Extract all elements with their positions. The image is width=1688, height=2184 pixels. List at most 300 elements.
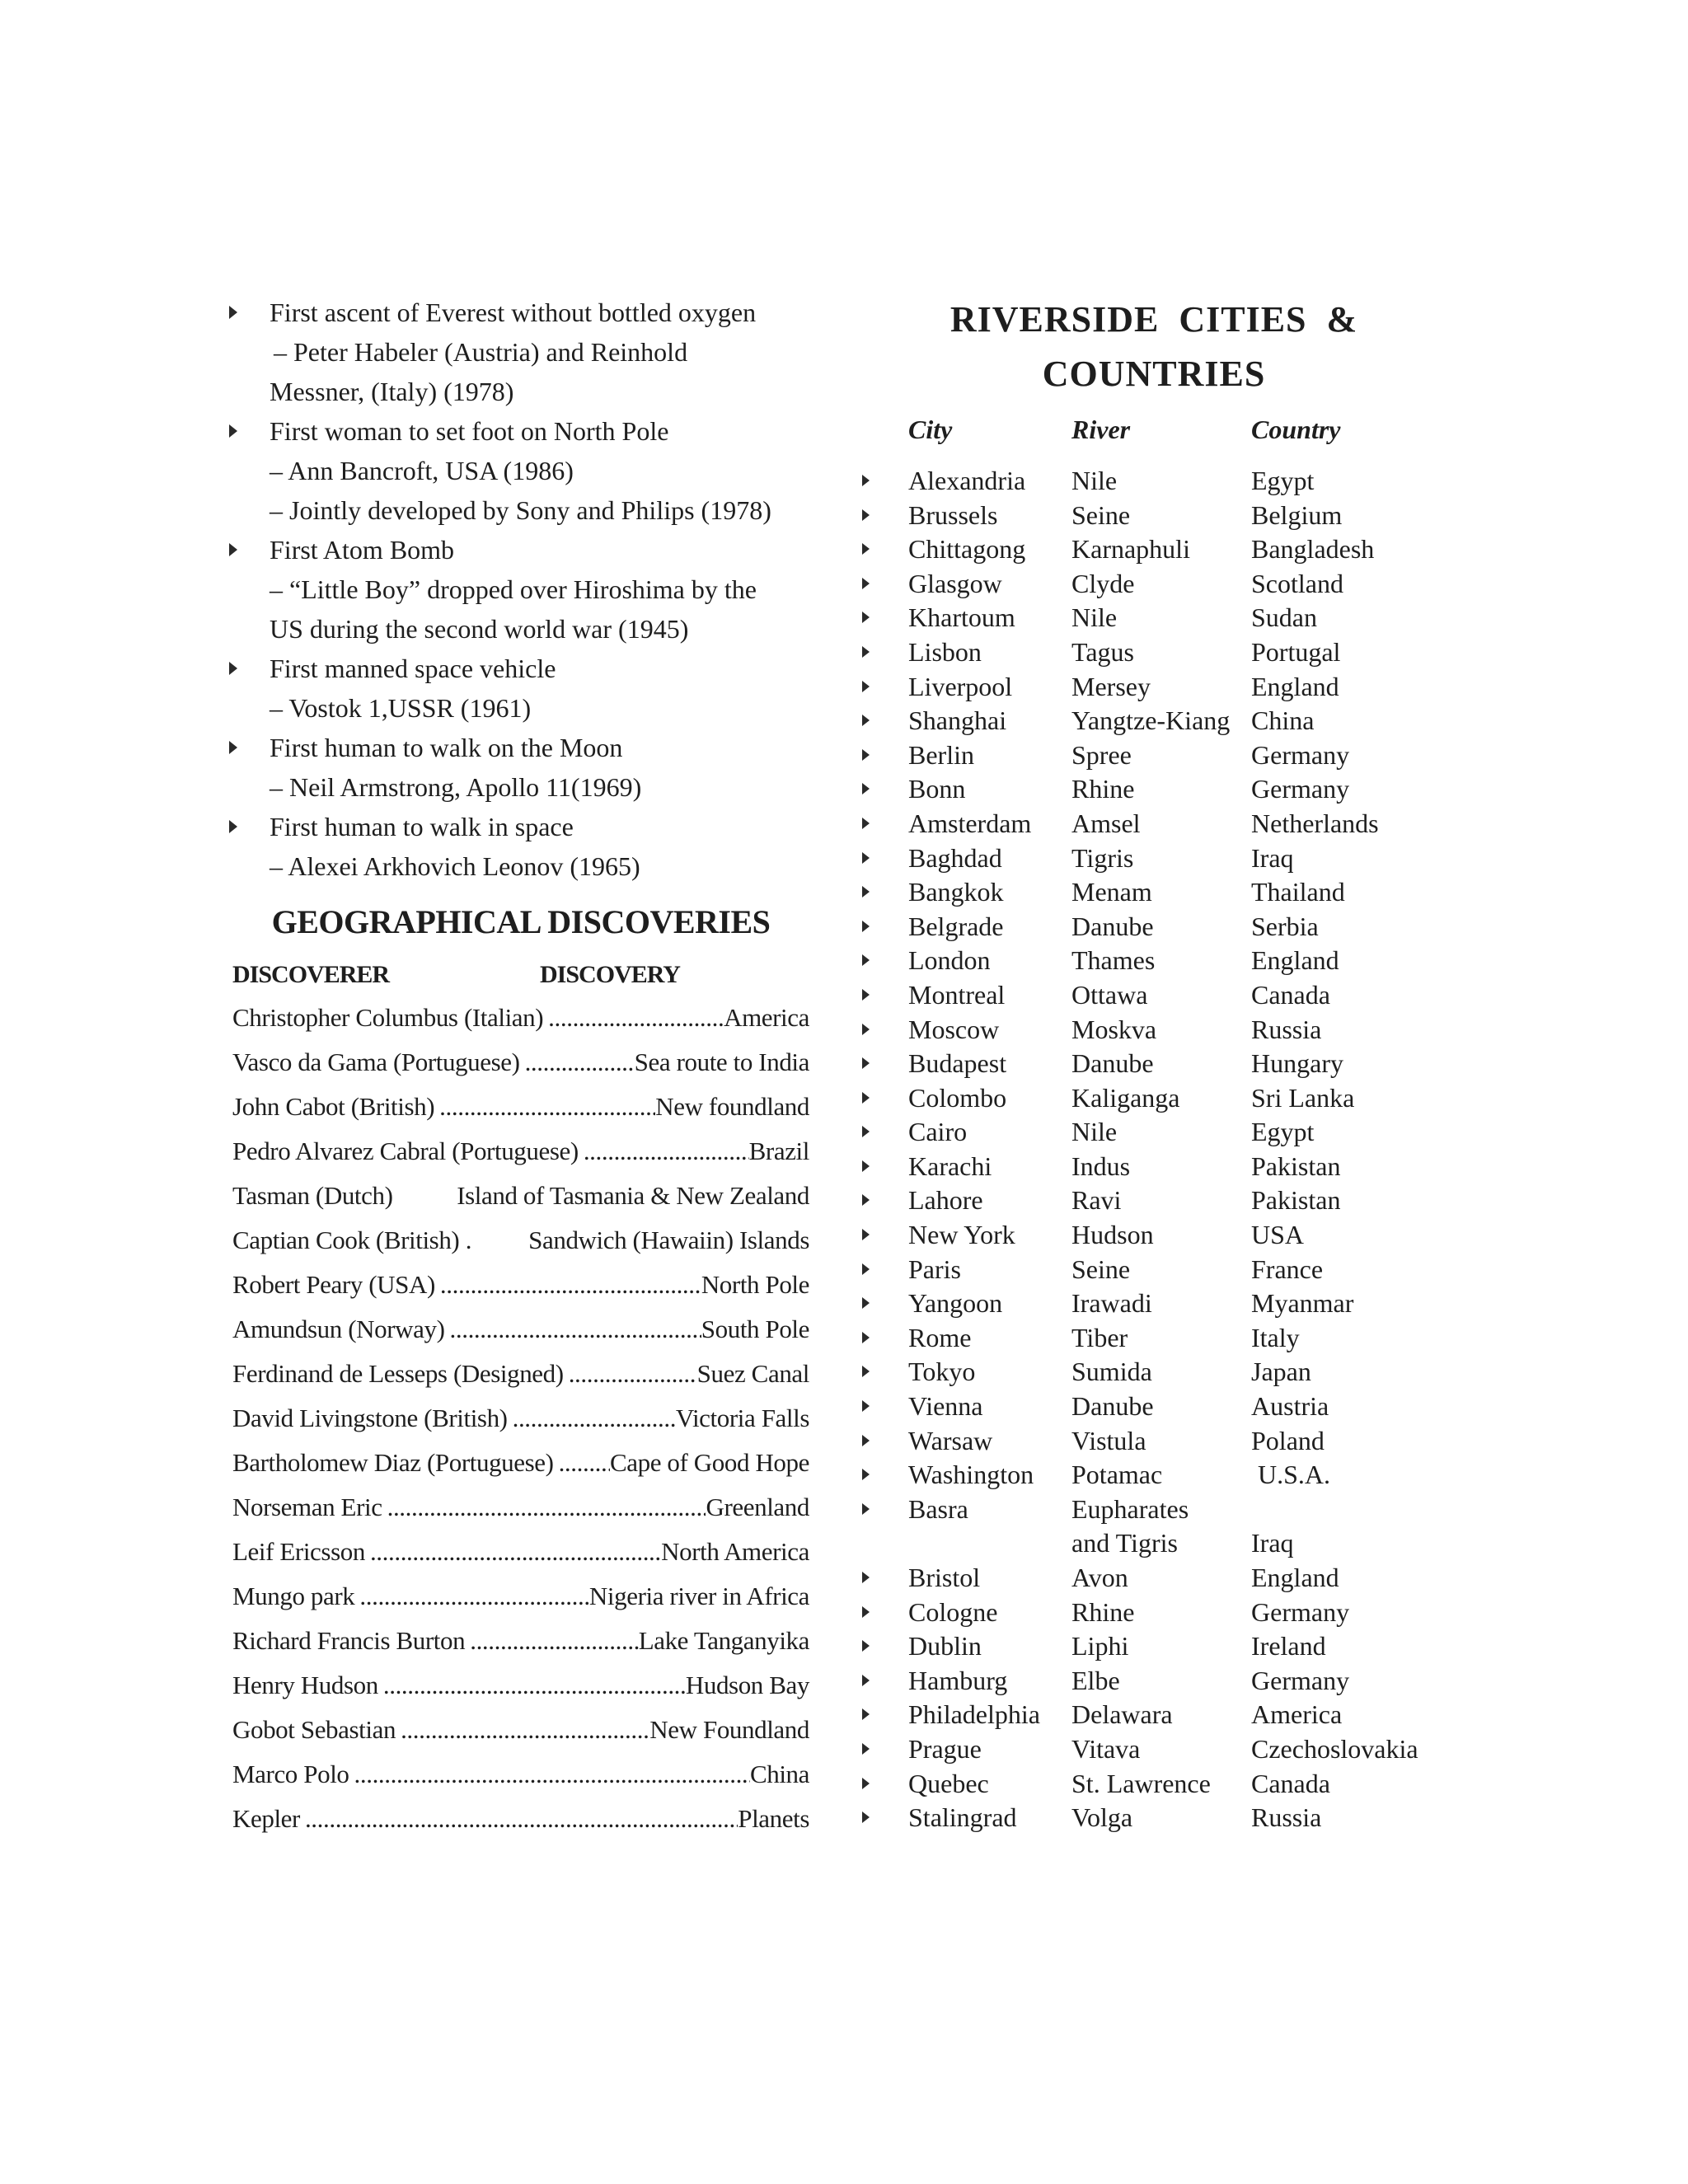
riverside-row [849,1286,1459,1321]
dot-leader [508,1396,676,1441]
river-cell: Menam [1071,877,1152,907]
discoverer-name: David Livingstone (British) [232,1404,508,1432]
discovery-name: South Pole [701,1315,809,1343]
riverside-row [849,1013,1459,1047]
bullet-triangle-icon [862,886,870,898]
city-cell: Cologne [908,1596,998,1627]
country-cell: China [1251,705,1315,736]
bullet-triangle-icon [862,1675,870,1686]
riverside-row [849,1047,1459,1081]
city-cell: Karachi [908,1151,992,1181]
discovery-row [232,1485,809,1530]
riverside-title [849,293,1459,401]
country-cell: Egypt [1251,466,1315,495]
river-cell: Danube [1071,1048,1154,1079]
discovery-name: North Pole [701,1270,809,1299]
river-cell: Nile [1071,1117,1118,1147]
country-cell: England [1251,945,1339,976]
discovery-name: Hudson Bay [685,1671,809,1699]
riverside-row [849,1526,1459,1561]
bullet-triangle-icon [862,1263,870,1275]
bullet-triangle-icon [229,820,237,833]
country-cell: Pakistan [1251,1185,1341,1216]
bullet-triangle-icon [862,1126,870,1137]
bullet-triangle-icon [862,1092,870,1104]
city-cell: London [908,945,991,976]
first-item-question [232,293,809,332]
discovery-row [232,1263,809,1307]
bullet-triangle-icon [862,715,870,726]
city-cell: Paris [908,1254,961,1284]
discovery-name: Victoria Falls [675,1404,809,1432]
river-cell: Vistula [1071,1425,1146,1455]
bullet-triangle-icon [862,475,870,486]
discovery-name: North America [661,1537,809,1566]
riverside-title-line2: COUNTRIES [1042,354,1266,394]
bullet-triangle-icon [862,1778,870,1789]
bullet-triangle-icon [862,1743,870,1755]
river-cell: Volga [1071,1802,1133,1833]
city-cell: Liverpool [908,671,1013,701]
first-item-question [232,728,809,767]
bullet-triangle-icon [862,681,870,692]
discoverer-name: Leif Ericsson [232,1537,365,1566]
riverside-row [849,1629,1459,1664]
river-cell: Seine [1071,1254,1131,1284]
dot-leader [354,1574,589,1619]
discoverer-name: Ferdinand de Lesseps (Designed) [232,1359,564,1388]
discovery-name: Cape of Good Hope [609,1448,809,1477]
discovery-row [232,1040,809,1085]
river-cell: Vitava [1071,1733,1141,1764]
first-item-answer: – Alexei Arkhovich Leonov (1965) [270,851,640,881]
discovery-name: Lake Tanganyika [638,1626,809,1655]
river-cell: Potamac [1071,1460,1163,1490]
city-cell: Quebec [908,1768,989,1798]
city-cell: Berlin [908,739,974,770]
city-cell: Dublin [908,1631,982,1661]
city-cell: Chittagong [908,534,1026,565]
bullet-triangle-icon [862,1811,870,1823]
riverside-row [849,1355,1459,1390]
left-column [232,293,809,1841]
city-cell: Stalingrad [908,1802,1017,1833]
country-cell: Russia [1251,1014,1322,1044]
discovery-name: New foundland [655,1092,809,1121]
discoverer-name: Pedro Alvarez Cabral (Portuguese) [232,1137,579,1165]
first-item-text: First woman to set foot on North Pole [270,416,669,446]
bullet-triangle-icon [862,783,870,794]
riverside-row [849,738,1459,773]
country-cell: America [1251,1699,1343,1730]
city-cell: Glasgow [908,568,1002,598]
firsts-list [232,293,809,886]
country-cell: Germany [1251,1596,1350,1627]
discovery-name: Planets [738,1804,809,1833]
dot-leader [365,1530,661,1574]
riverside-table [849,464,1459,1835]
bullet-triangle-icon [229,662,237,675]
riverside-row [849,499,1459,533]
city-header: City [908,415,953,444]
discoverer-name: Amundsun (Norway) [232,1315,445,1343]
discovery-row [232,1441,809,1485]
bullet-triangle-icon [862,1503,870,1515]
riverside-row [849,1424,1459,1459]
bullet-triangle-icon [862,1057,870,1069]
discovery-header: DISCOVERY [540,961,680,988]
discoverer-name: Tasman (Dutch) [232,1181,393,1210]
river-cell: Nile [1071,602,1118,633]
country-cell: Czechoslovakia [1251,1733,1418,1764]
river-cell: Ottawa [1071,979,1148,1010]
first-item-text: First human to walk in space [270,812,574,841]
country-cell: England [1251,1563,1339,1592]
river-cell: Danube [1071,911,1154,941]
river-cell: Moskva [1071,1014,1157,1044]
riverside-row [849,1183,1459,1218]
bullet-triangle-icon [862,1400,870,1412]
dot-leader [349,1752,750,1797]
first-item-text: First Atom Bomb [270,535,455,565]
discovery-row [232,1752,809,1797]
bullet-triangle-icon [862,954,870,966]
city-cell: Montreal [908,979,1006,1010]
country-cell: Russia [1251,1802,1322,1833]
first-item-question [232,649,809,688]
riverside-row [849,1801,1459,1835]
discovery-row [232,1396,809,1441]
river-cell: Hudson [1071,1220,1154,1250]
country-header: Country [1251,415,1341,444]
first-item-question [232,807,809,846]
discoverer-name: Gobot Sebastian [232,1715,396,1744]
river-cell: Irawadi [1071,1288,1152,1319]
discovery-name: Island of Tasmania & New Zealand [457,1181,809,1210]
right-column [849,293,1459,1835]
riverside-title-line1: RIVERSIDE CITIES & [950,299,1358,340]
river-cell: Avon [1071,1563,1128,1592]
bullet-triangle-icon [862,818,870,829]
riverside-row [849,1561,1459,1596]
discovery-row [232,1085,809,1129]
riverside-row [849,807,1459,841]
discoverer-name: Marco Polo [232,1760,349,1788]
river-cell: Sumida [1071,1357,1152,1387]
country-cell: England [1251,671,1339,701]
discovery-name: New Foundland [649,1715,809,1744]
river-cell: Elbe [1071,1665,1120,1695]
city-cell: Shanghai [908,705,1007,736]
city-cell: Khartoum [908,602,1015,633]
riverside-row [849,601,1459,635]
discoverer-name: Christopher Columbus (Italian) [232,1003,544,1032]
river-cell: Eupharates [1071,1493,1189,1524]
bullet-triangle-icon [862,1469,870,1480]
discovery-name: Brazil [748,1137,809,1165]
river-cell: Liphi [1071,1631,1129,1661]
country-cell: Iraq [1251,842,1294,873]
river-cell: Kaliganga [1071,1082,1180,1113]
discovery-row [232,1619,809,1663]
bullet-triangle-icon [862,1297,870,1309]
country-cell: Italy [1251,1322,1300,1352]
country-cell: Germany [1251,774,1350,804]
bullet-triangle-icon [229,543,237,556]
discoverer-name: John Cabot (British) [232,1092,435,1121]
river-cell: and Tigris [1071,1528,1178,1558]
river-cell: Clyde [1071,568,1135,598]
city-cell: Bangkok [908,877,1004,907]
country-cell: France [1251,1254,1324,1284]
country-cell: Austria [1251,1391,1329,1422]
first-item-text: First ascent of Everest without bottled oxygen [270,298,757,327]
dot-leader [434,1085,655,1129]
bullet-triangle-icon [862,1366,870,1377]
country-cell: Netherlands [1251,808,1379,838]
city-cell: Alexandria [908,466,1026,495]
bullet-triangle-icon [862,612,870,623]
dot-leader [435,1263,701,1307]
city-cell: Bonn [908,774,966,804]
riverside-row [849,1321,1459,1356]
riverside-row [849,875,1459,910]
city-cell: Bristol [908,1563,981,1592]
first-item-answer: US during the second world war (1945) [270,614,689,644]
first-item-answer: – Vostok 1,USSR (1961) [270,693,532,723]
bullet-triangle-icon [862,1435,870,1446]
riverside-header [849,406,1459,457]
first-item-question [232,530,809,569]
discovery-row [232,1574,809,1619]
riverside-row [849,1218,1459,1253]
riverside-row [849,635,1459,670]
city-cell: Washington [908,1460,1034,1490]
river-cell: Delawara [1071,1699,1173,1730]
discoverer-name: Mungo park [232,1582,355,1610]
discovery-row [232,1174,809,1218]
river-cell: Danube [1071,1391,1154,1422]
city-cell: Rome [908,1322,972,1352]
bullet-triangle-icon [862,1194,870,1206]
river-cell: Karnaphuli [1071,534,1190,565]
bullet-triangle-icon [862,921,870,932]
geo-list [232,996,809,1841]
dot-leader [579,1129,749,1174]
riverside-row [849,567,1459,602]
discovery-row [232,1218,809,1263]
bullet-triangle-icon [862,749,870,761]
bullet-triangle-icon [862,543,870,555]
riverside-row [849,670,1459,705]
riverside-row [849,910,1459,944]
country-cell: Poland [1251,1425,1325,1455]
dot-leader [554,1441,610,1485]
geo-title: GEOGRAPHICAL DISCOVERIES [271,903,771,940]
dot-leader [520,1040,635,1085]
city-cell: Vienna [908,1391,983,1422]
city-cell: Baghdad [908,842,1002,873]
riverside-row [849,978,1459,1013]
discovery-name: Greenland [706,1493,809,1521]
country-cell: U.S.A. [1251,1460,1331,1490]
discoverer-name: Richard Francis Burton [232,1626,466,1655]
first-item-answer: – “Little Boy” dropped over Hiroshima by the [270,574,757,604]
dot-leader [465,1619,638,1663]
first-item-text: First human to walk on the Moon [270,733,623,762]
city-cell: New York [908,1220,1015,1250]
riverside-row [849,1664,1459,1699]
riverside-row [849,1458,1459,1493]
bullet-triangle-icon [862,1160,870,1172]
discoverer-name: Kepler [232,1804,300,1833]
river-header: River [1071,415,1131,444]
country-cell: Scotland [1251,568,1343,598]
river-cell: Tiber [1071,1322,1128,1352]
river-cell: Spree [1071,739,1132,770]
country-cell: Portugal [1251,636,1341,667]
river-cell: St. Lawrence [1071,1768,1211,1798]
country-cell: Bangladesh [1251,534,1375,565]
discoverer-name: Henry Hudson [232,1671,378,1699]
country-cell: Thailand [1251,877,1345,907]
bullet-triangle-icon [862,1024,870,1035]
riverside-row [849,1115,1459,1150]
first-item-text: First manned space vehicle [270,654,556,683]
bullet-triangle-icon [862,1332,870,1343]
geo-header [232,953,809,996]
country-cell: Ireland [1251,1631,1326,1661]
bullet-triangle-icon [862,1572,870,1583]
first-item-answer: – Ann Bancroft, USA (1986) [270,456,574,485]
discovery-row [232,1797,809,1841]
discoverer-name: Vasco da Gama (Portuguese) [232,1047,520,1076]
city-cell: Hamburg [908,1665,1008,1695]
discovery-row [232,996,809,1040]
riverside-row [849,532,1459,567]
discoverer-name: Bartholomew Diaz (Portuguese) [232,1448,554,1477]
dot-leader [396,1708,649,1752]
riverside-row [849,1150,1459,1184]
discovery-name: China [749,1760,809,1788]
discovery-name: Sea route to India [634,1047,809,1076]
riverside-row [849,772,1459,807]
bullet-triangle-icon [862,646,870,658]
river-cell: Thames [1071,945,1156,976]
bullet-triangle-icon [862,1708,870,1720]
city-cell: Basra [908,1493,968,1524]
discovery-name: America [724,1003,809,1032]
river-cell: Tigris [1071,842,1134,873]
discovery-row [232,1708,809,1752]
discovery-name: Sandwich (Hawaiin) Islands [528,1226,809,1254]
river-cell: Indus [1071,1151,1131,1181]
first-item-answer: – Jointly developed by Sony and Philips (1978) [270,495,771,525]
river-cell: Mersey [1071,671,1151,701]
bullet-triangle-icon [862,852,870,864]
riverside-row [849,1767,1459,1802]
first-item-answer: Messner, (Italy) (1978) [270,377,514,406]
country-cell: Germany [1251,739,1350,770]
discovery-row [232,1307,809,1352]
city-cell: Yangoon [908,1288,1003,1319]
river-cell: Ravi [1071,1185,1122,1216]
discovery-name: Suez Canal [696,1359,809,1388]
riverside-row [849,1081,1459,1116]
dot-leader [445,1307,701,1352]
river-cell: Yangtze-Kiang [1071,705,1231,736]
country-cell: USA [1251,1220,1305,1250]
bullet-triangle-icon [862,1606,870,1618]
river-cell: Rhine [1071,774,1135,804]
discoverer-header: DISCOVERER [232,961,390,988]
discoverer-name: Norseman Eric [232,1493,382,1521]
city-cell: Colombo [908,1082,1007,1113]
discovery-row [232,1663,809,1708]
country-cell: Sudan [1251,602,1317,633]
discovery-row [232,1129,809,1174]
city-cell: Warsaw [908,1425,993,1455]
country-cell: Canada [1251,979,1330,1010]
city-cell: Amsterdam [908,808,1032,838]
city-cell: Tokyo [908,1357,976,1387]
dot-leader [382,1485,706,1530]
river-cell: Tagus [1071,636,1134,667]
dot-leader [378,1663,686,1708]
country-cell: Serbia [1251,911,1319,941]
city-cell: Budapest [908,1048,1007,1079]
riverside-row [849,704,1459,738]
bullet-triangle-icon [229,424,237,438]
bullet-triangle-icon [862,509,870,521]
discovery-row [232,1352,809,1396]
river-cell: Seine [1071,499,1131,530]
city-cell: Brussels [908,499,998,530]
riverside-row [849,1596,1459,1630]
city-cell: Prague [908,1733,982,1764]
riverside-row [849,1253,1459,1287]
discoverer-name: Captian Cook (British) . [232,1226,472,1254]
river-cell: Amsel [1071,808,1141,838]
first-item-question [232,411,809,451]
discoverer-name: Robert Peary (USA) [232,1270,435,1299]
city-cell: Belgrade [908,911,1004,941]
bullet-triangle-icon [862,1229,870,1240]
country-cell: Sri Lanka [1251,1082,1355,1113]
dot-leader [543,996,724,1040]
bullet-triangle-icon [862,578,870,589]
riverside-row [849,1732,1459,1767]
bullet-triangle-icon [229,306,237,319]
city-cell: Lahore [908,1185,983,1216]
city-cell: Moscow [908,1014,1000,1044]
country-cell: Iraq [1251,1528,1294,1558]
bullet-triangle-icon [862,989,870,1001]
riverside-row [849,1390,1459,1424]
country-cell: Myanmar [1251,1288,1354,1319]
riverside-row [849,464,1459,499]
country-cell: Japan [1251,1357,1311,1387]
city-cell: Philadelphia [908,1699,1040,1730]
country-cell: Pakistan [1251,1151,1341,1181]
discovery-row [232,1530,809,1574]
first-item-answer: – Neil Armstrong, Apollo 11(1969) [270,772,642,802]
country-cell: Germany [1251,1665,1350,1695]
riverside-row [849,1493,1459,1527]
riverside-row [849,1698,1459,1732]
country-cell: Hungary [1251,1048,1343,1079]
river-cell: Nile [1071,466,1118,495]
